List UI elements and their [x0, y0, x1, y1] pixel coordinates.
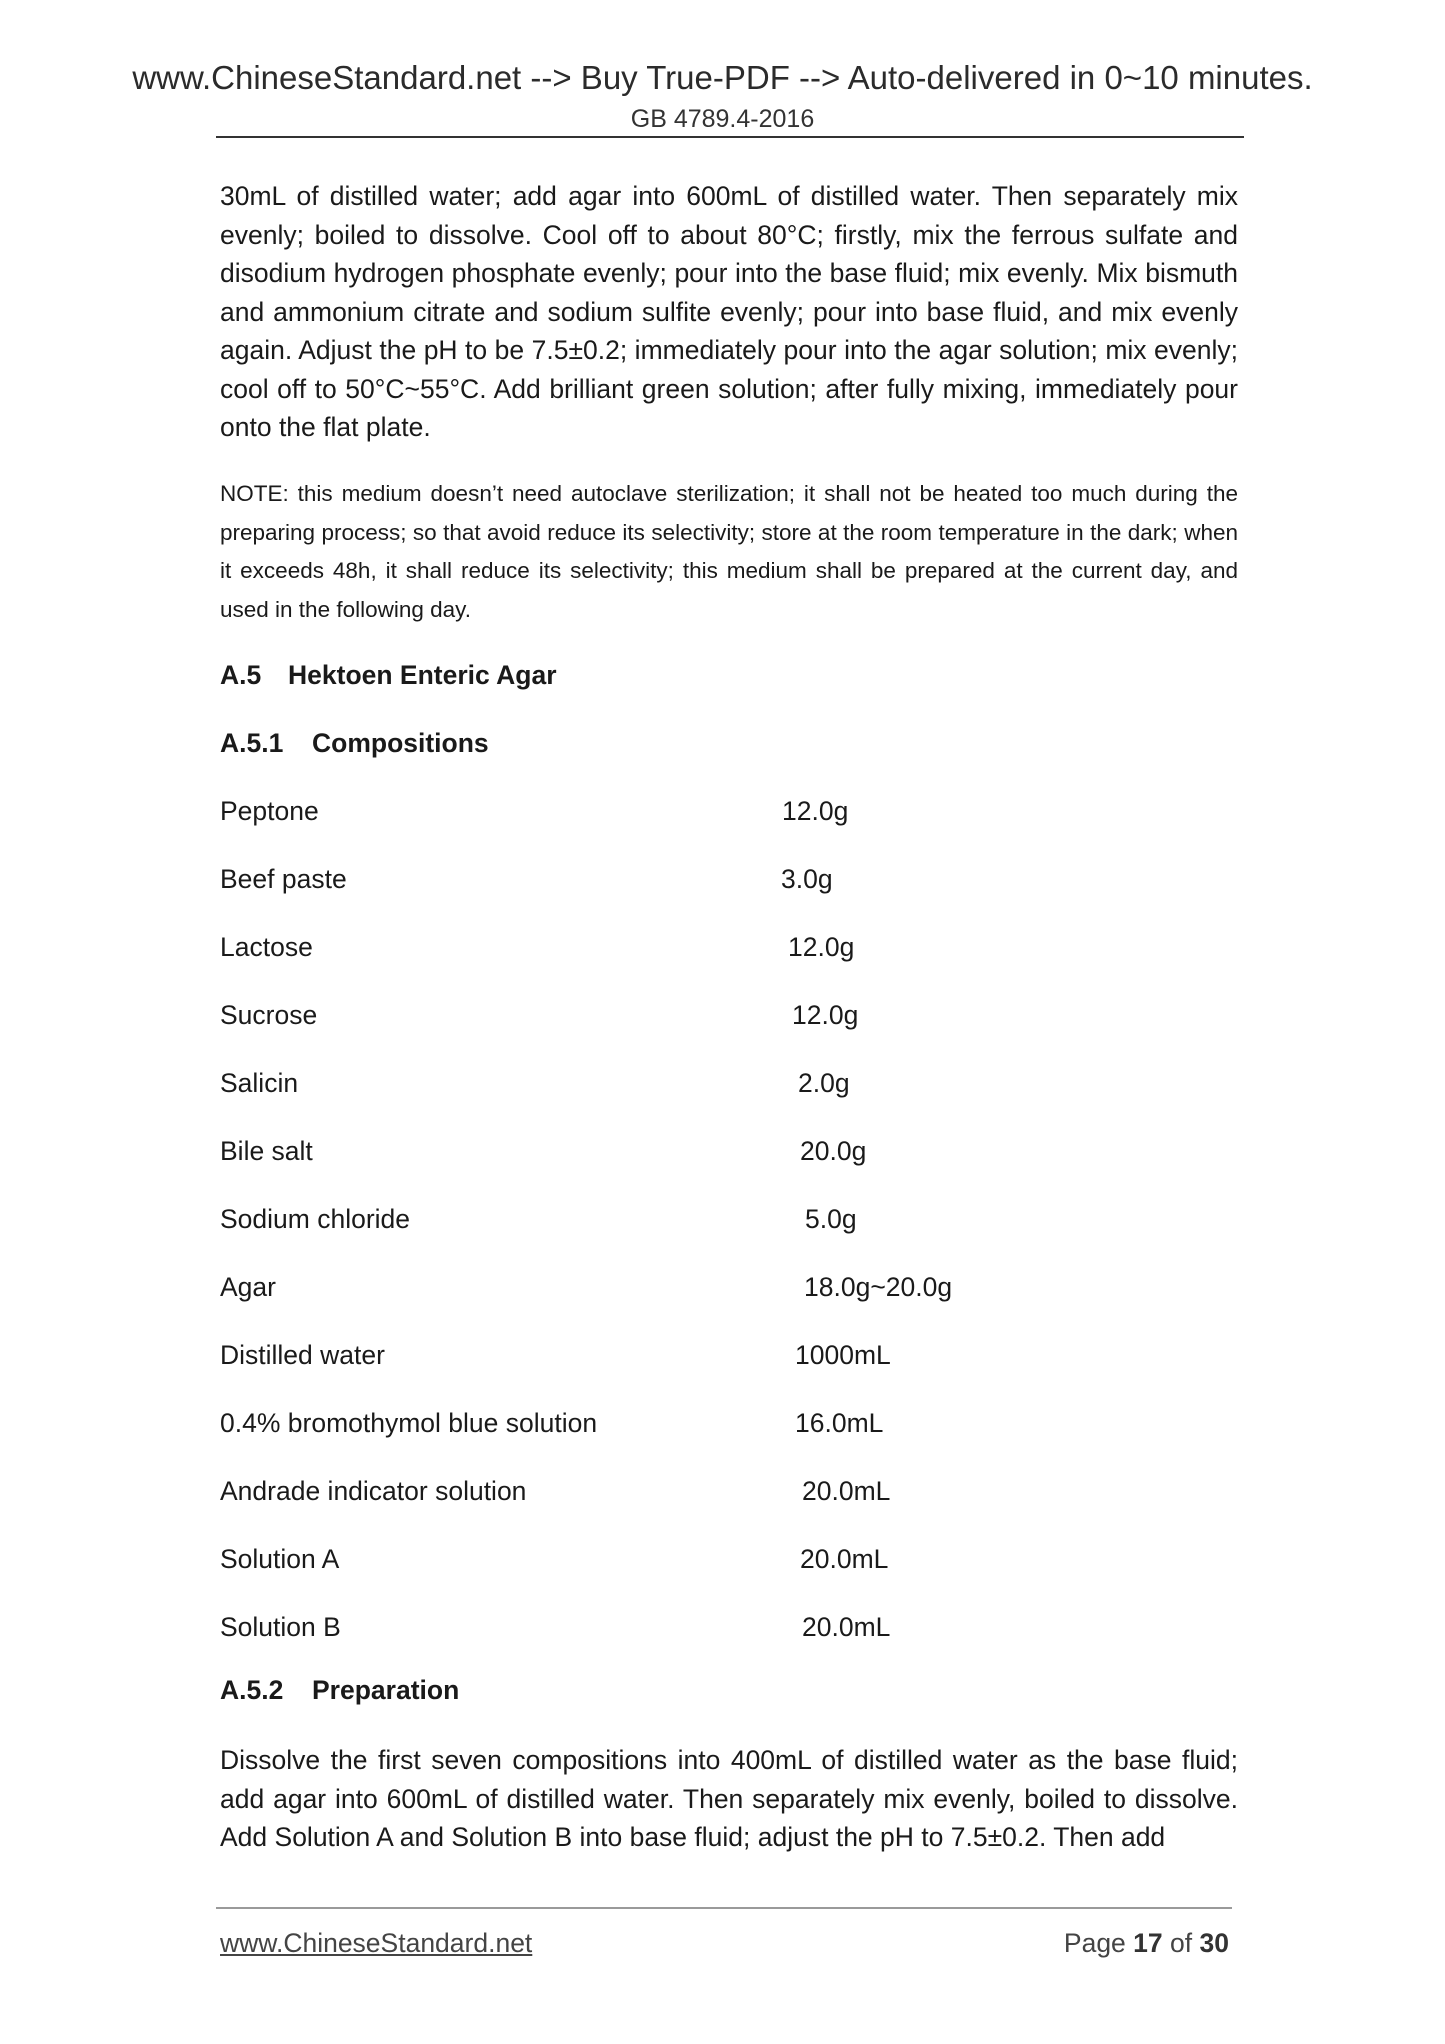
composition-row	[220, 1338, 1120, 1372]
composition-row	[220, 794, 1120, 828]
page-of: of	[1170, 1928, 1193, 1958]
composition-name: Sodium chloride	[220, 1204, 411, 1234]
page-indicator	[1064, 1926, 1229, 1960]
composition-name: Andrade indicator solution	[220, 1476, 527, 1506]
composition-amount: 2.0g	[798, 1068, 850, 1098]
composition-name: 0.4% bromothymol blue solution	[220, 1408, 598, 1438]
composition-amount: 20.0mL	[802, 1612, 891, 1642]
composition-row	[220, 1542, 1120, 1576]
composition-row	[220, 1406, 1120, 1440]
section-number: A.5	[220, 660, 262, 690]
composition-amount: 20.0mL	[800, 1544, 889, 1574]
composition-row	[220, 1270, 1120, 1304]
composition-name: Agar	[220, 1272, 276, 1302]
composition-name: Beef paste	[220, 864, 347, 894]
composition-amount: 18.0g~20.0g	[804, 1272, 953, 1302]
composition-row	[220, 998, 1120, 1032]
composition-amount: 5.0g	[805, 1204, 857, 1234]
composition-amount: 16.0mL	[795, 1408, 884, 1438]
footer-divider	[216, 1907, 1232, 1909]
section-heading-a52	[220, 1673, 459, 1707]
page-prefix: Page	[1063, 1928, 1126, 1958]
composition-amount: 12.0g	[782, 796, 849, 826]
composition-row	[220, 1474, 1120, 1508]
composition-row	[220, 1610, 1120, 1644]
standard-code: GB 4789.4-2016	[630, 105, 815, 133]
section-heading-a5	[220, 658, 557, 692]
note-paragraph: NOTE: this medium doesn’t need autoclave sterilization; it shall not be heated too much during the preparing process; so that avoid reduce its selectivity; store at the room temperature in the dark; when it exceeds 48h, it shall reduce its selectivity; this medium shall be prepared at the current day, and used in the following day.	[220, 481, 1238, 622]
composition-amount: 1000mL	[795, 1340, 891, 1370]
composition-name: Salicin	[220, 1068, 299, 1098]
composition-amount: 12.0g	[792, 1000, 859, 1030]
composition-row	[220, 1202, 1120, 1236]
section-title: Compositions	[312, 728, 489, 758]
header-divider	[216, 136, 1244, 138]
header-banner: www.ChineseStandard.net --> Buy True-PDF --> Auto-delivered in 0~10 minutes.	[132, 59, 1313, 96]
composition-amount: 20.0mL	[802, 1476, 891, 1506]
section-number: A.5.1	[220, 728, 284, 758]
composition-amount: 20.0g	[800, 1136, 867, 1166]
paragraph-preparation-continued: 30mL of distilled water; add agar into 600mL of distilled water. Then separately mix evenly; boiled to dissolve. Cool off to about 80°C; firstly, mix the ferrous sulfate and disodium hydrogen phosphate evenly; pour into the base fluid; mix evenly. Mix bismuth and ammonium citrate and sodium sulfite evenly; pour into base fluid, and mix evenly again. Adjust the pH to be 7.5±0.2; immediately pour into the agar solution; mix evenly; cool off to 50°C~55°C. Add brilliant green solution; after fully mixing, immediately pour onto the flat plate.	[220, 181, 1238, 442]
paragraph-preparation: Dissolve the first seven compositions into 400mL of distilled water as the base fluid; add agar into 600mL of distilled water. Then separately mix evenly, boiled to dissolve. Add Solution A and Solution B into base fluid; adjust the pH to 7.5±0.2. Then add	[220, 1745, 1238, 1852]
section-heading-a51	[220, 726, 489, 760]
composition-name: Lactose	[220, 932, 313, 962]
page-current: 17	[1133, 1928, 1163, 1958]
composition-name: Sucrose	[220, 1000, 318, 1030]
composition-name: Solution B	[220, 1612, 341, 1642]
composition-row	[220, 862, 1120, 896]
composition-row	[220, 1066, 1120, 1100]
footer-website-link[interactable]: www.ChineseStandard.net	[220, 1928, 533, 1958]
composition-name: Distilled water	[220, 1340, 385, 1370]
section-title: Preparation	[312, 1675, 460, 1705]
section-title: Hektoen Enteric Agar	[288, 660, 557, 690]
composition-name: Peptone	[220, 796, 319, 826]
section-number: A.5.2	[220, 1675, 284, 1705]
composition-row	[220, 930, 1120, 964]
composition-row	[220, 1134, 1120, 1168]
page-total: 30	[1199, 1928, 1229, 1958]
composition-amount: 12.0g	[788, 932, 855, 962]
composition-amount: 3.0g	[781, 864, 833, 894]
composition-name: Bile salt	[220, 1136, 313, 1166]
composition-name: Solution A	[220, 1544, 340, 1574]
